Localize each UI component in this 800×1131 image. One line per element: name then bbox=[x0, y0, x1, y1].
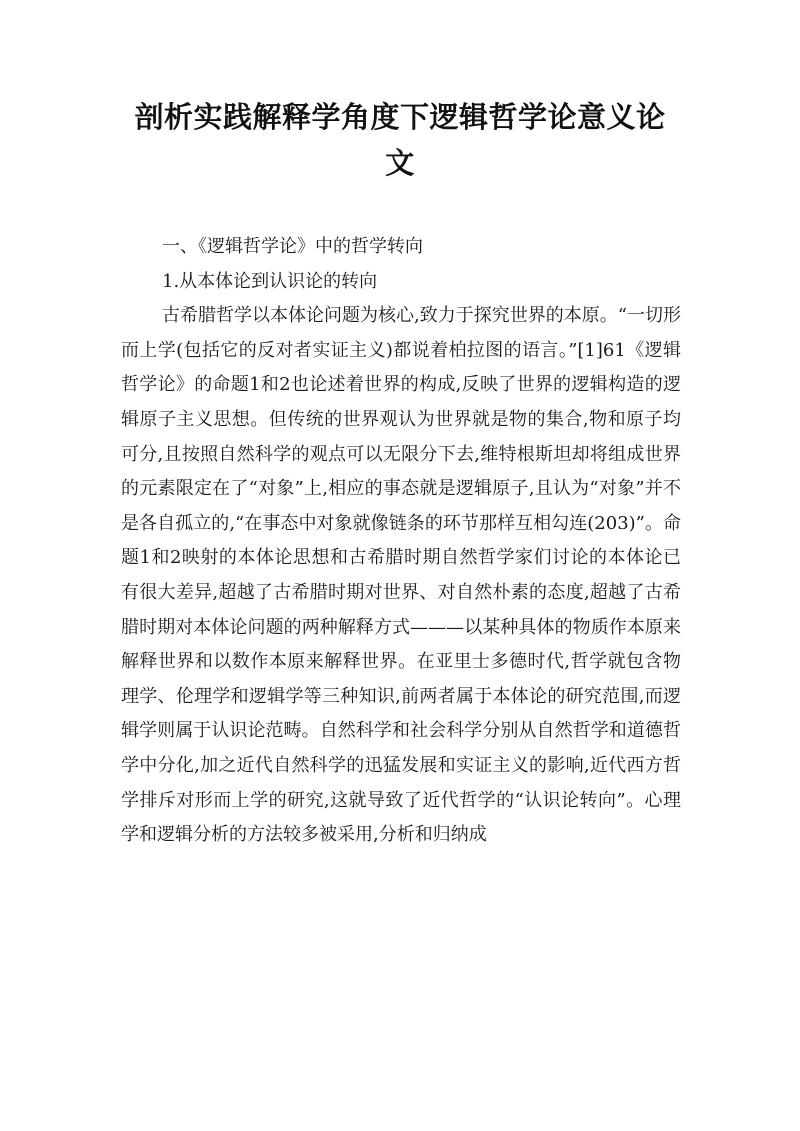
body-paragraph: 古希腊哲学以本体论问题为核心,致力于探究世界的本原。“一切形而上学(包括它的反对者实证主义)都说着柏拉图的语言。”[1]61《逻辑哲学论》的命题1和2也论述着世界的构成,反映了世界的逻辑构造的逻辑原子主义思想。但传统的世界观认为世界就是物的集合,物和原子均可分,且按照自然科学的观点可以无限分下去,维特根斯坦却将组成世界的元素限定在了“对象”上,相应的事态就是逻辑原子,且认为“对象”并不是各自孤立的,“在事态中对象就像链条的环节那样互相勾连(203)”。命题1和2映射的本体论思想和古希腊时期自然哲学家们讨论的本体论已有很大差异,超越了古希腊时期对世界、对自然朴素的态度,超越了古希腊时期对本体论问题的两种解释方式———以某种具体的物质作本原来解释世界和以数作本原来解释世界。在亚里士多德时代,哲学就包含物理学、伦理学和逻辑学等三种知识,前两者属于本体论的研究范围,而逻辑学则属于认识论范畴。自然科学和社会科学分别从自然哲学和道德哲学中分化,加之近代自然科学的迅猛发展和实证主义的影响,近代西方哲学排斥对形而上学的研究,这就导致了近代哲学的“认识论转向”。心理学和逻辑分析的方法较多被采用,分析和归纳成 bbox=[121, 305, 681, 846]
document-body bbox=[121, 230, 681, 853]
document-title: 剖析实践解释学角度下逻辑哲学论意义论文 bbox=[134, 100, 666, 180]
subsection-heading: 1.从本体论到认识论的转向 bbox=[162, 270, 378, 292]
section-heading: 一、《逻辑哲学论》中的哲学转向 bbox=[162, 236, 423, 257]
